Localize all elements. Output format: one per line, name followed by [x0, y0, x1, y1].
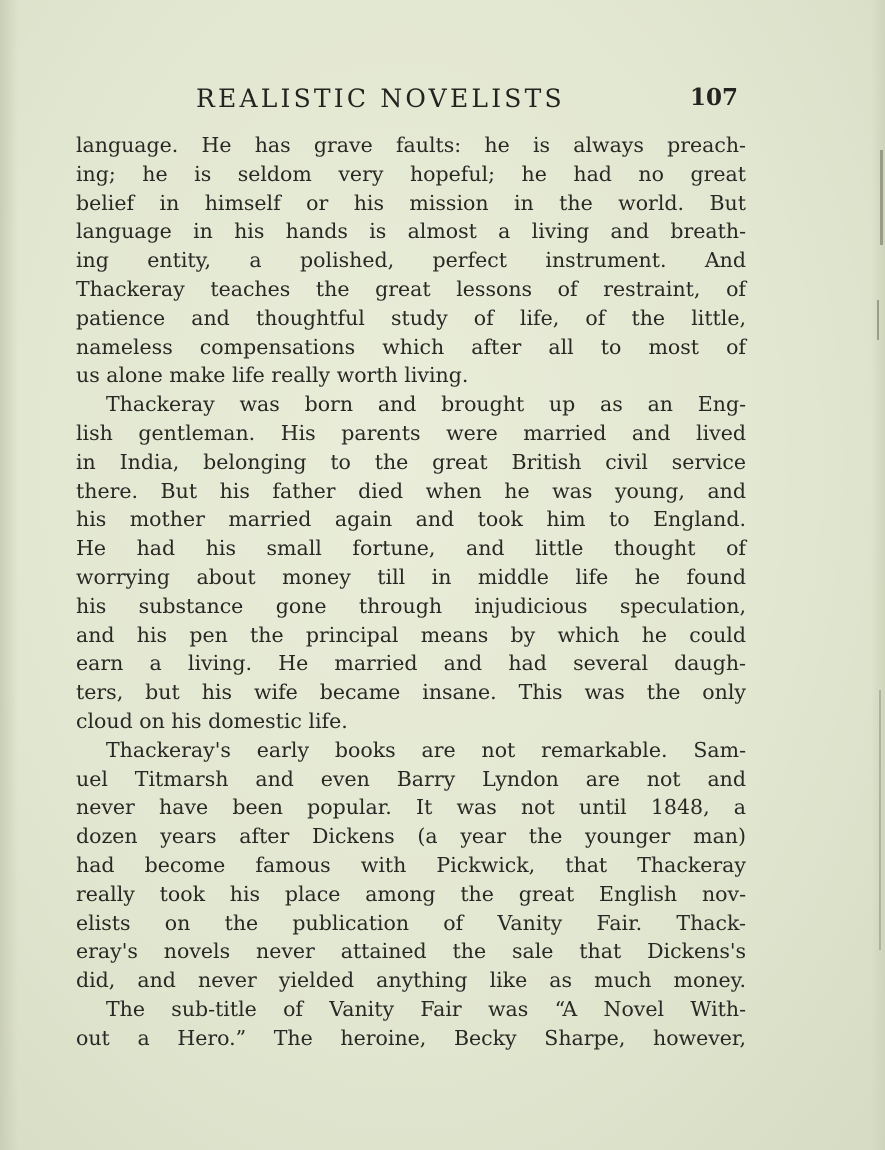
text-line: there. But his father died when he was young, and — [76, 478, 746, 503]
text-line: cloud on his domestic life. — [76, 708, 348, 733]
text-line: He had his small fortune, and little thought of — [76, 536, 746, 561]
text-line: and his pen the principal means by which he could — [76, 622, 746, 647]
text-line: us alone make life really worth living. — [76, 363, 469, 388]
running-head: REALISTIC NOVELISTS — [196, 84, 565, 113]
text-line: earn a living. He married and had several daugh- — [76, 651, 746, 676]
text-line: nameless compensations which after all to most of — [76, 334, 746, 359]
text-line: uel Titmarsh and even Barry Lyndon are not and — [76, 766, 746, 791]
text-line: patience and thoughtful study of life, of the little, — [76, 305, 746, 330]
body-text — [76, 131, 746, 1053]
text-line: The sub-title of Vanity Fair was “A Novel With- — [106, 996, 746, 1021]
page-gutter-shadow — [0, 0, 18, 1150]
page-number: 107 — [689, 84, 738, 111]
page-edge-mark — [877, 300, 879, 340]
text-line: really took his place among the great English nov- — [76, 881, 746, 906]
text-line: ing; he is seldom very hopeful; he had no great — [76, 161, 746, 186]
text-line: Thackeray teaches the great lessons of restraint, of — [76, 276, 746, 301]
text-line: had become famous with Pickwick, that Thackeray — [76, 852, 746, 877]
page-edge-mark — [879, 690, 881, 950]
text-line: language. He has grave faults: he is always preach- — [76, 133, 746, 157]
text-line: ters, but his wife became insane. This was the only — [76, 680, 746, 705]
text-line: Thackeray was born and brought up as an Eng- — [106, 392, 746, 417]
text-line: belief in himself or his mission in the world. But — [76, 190, 746, 215]
text-line: language in his hands is almost a living and breath- — [76, 219, 746, 244]
text-line: his mother married again and took him to England. — [76, 507, 746, 532]
text-line: lish gentleman. His parents were married and lived — [76, 420, 746, 445]
page-edge-mark — [880, 150, 883, 245]
text-line: worrying about money till in middle life he found — [76, 564, 746, 589]
text-line: in India, belonging to the great British civil service — [76, 449, 746, 474]
page-header — [76, 84, 746, 120]
text-line: his substance gone through injudicious speculation, — [76, 593, 746, 618]
text-line: ing entity, a polished, perfect instrument. And — [76, 248, 746, 273]
text-line: elists on the publication of Vanity Fair. Thack- — [76, 910, 746, 935]
text-line: dozen years after Dickens (a year the younger man) — [76, 824, 746, 849]
text-line: did, and never yielded anything like as much money. — [76, 968, 746, 993]
text-line: Thackeray's early books are not remarkable. Sam- — [106, 737, 746, 762]
text-line: never have been popular. It was not until 1848, a — [76, 795, 746, 820]
text-line: eray's novels never attained the sale that Dickens's — [76, 939, 746, 964]
text-line: out a Hero.” The heroine, Becky Sharpe, however, — [76, 1025, 746, 1050]
